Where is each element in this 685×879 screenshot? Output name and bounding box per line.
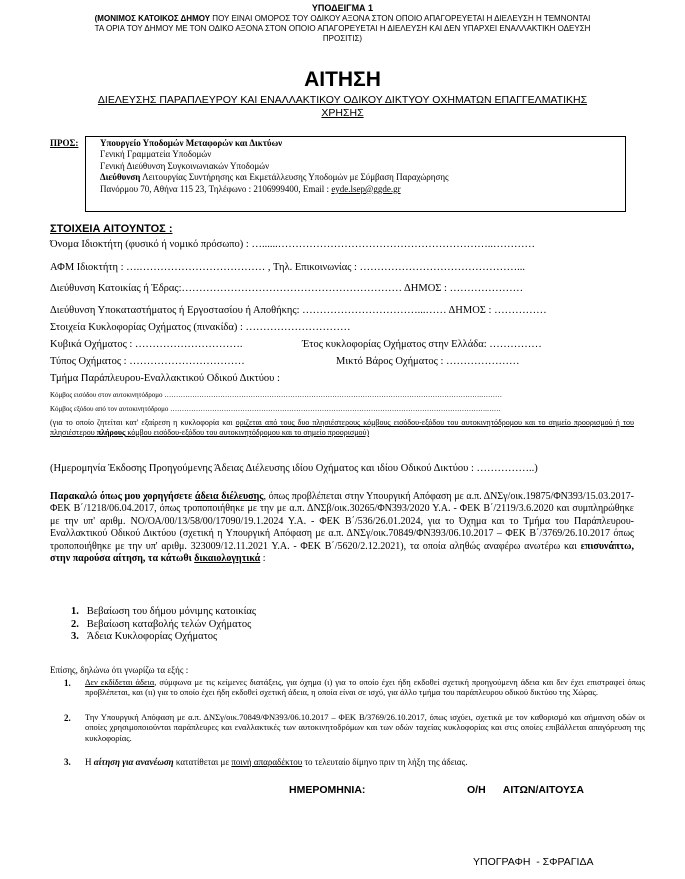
request-text: , όπως προβλέπεται στην Υπουργική Απόφαση με α.π. ΔΝΣγ/οικ.19875/ΦΝ393/15.03.2017-ΦΕΚ Β΄/1218/06.04.2017, όπως τροποποιήθηκε με την με α.π. ΔΝΣβ/οικ.30265/ΦΝ393/2020 Υ.Α. - ΦΕΚ Β΄/2119/3.6.2020 και συμπληρώθηκε με την υπ' αριθμ. ΝΟ/ΟΑ/00/13/58/00/17090/19.1.2024 Υ.Α. - ΦΕΚ Β΄/536/26.01.2024, για το Όχημα και το Τμήμα του Παράπλευρου-Εναλλακτικού Οδικού Δικτύου (σχετική η Υπουργική Απόφαση με α.π. ΔΝΣγ/οικ.70849/ΦΝ393/06.10.2017 – ΦΕΚ Β΄/3769/26.10.2017 όπως τροποποιήθηκε με την υπ' αριθμ. 323009/12.11.2021 Υ.Α. - ΦΕΚ Β΄/5620/2.12.2021), τα οποία αληθώς αναφέρω ανωτέρω και (50, 491, 634, 552)
sample-label: ΥΠΟΔΕΙΓΜΑ 1 (311, 3, 374, 13)
owner-name-field[interactable]: Όνομα Ιδιοκτήτη (φυσικό ή νομικό πρόσωπο) : …......……………………………………………………..………… (50, 239, 535, 250)
road-section-label: Τμήμα Παράπλευρου-Εναλλακτικού Οδικού Δικτύου : (50, 373, 280, 384)
declaration-2-number: 2. (64, 713, 71, 723)
recipient-directorate (100, 172, 625, 183)
recipient-contact (100, 184, 625, 195)
declaration-3-renewal: αίτηση για ανανέωση (93, 757, 174, 767)
doc-number: 1. (71, 606, 79, 617)
recipient-directorate-general: Γενική Διεύθυνση Συγκοινωνιακών Υποδομών (100, 160, 270, 171)
request-bold-start: Παρακαλώ όπως μου χορηγήσετε (50, 491, 195, 502)
branch-address-field[interactable]: Διεύθυνση Υποκαταστήματος ή Εργοστασίου ή Αποθήκης: ……………………………...…… ΔΗΜΟΣ : …………… (50, 305, 547, 316)
recipient-address: Πανόρμου 70, Αθήνα 115 23, Τηλέφωνο : 2106999400, Email : (100, 183, 332, 194)
header-note-bold: (ΜΟΝΙΜΟΣ ΚΑΤΟΙΚΟΣ ΔΗΜΟΥ (94, 14, 211, 23)
request-tail: : (260, 553, 266, 565)
declaration-1-number: 1. (64, 678, 71, 688)
doc-text: Βεβαίωση του δήμου μόνιμης κατοικίας (86, 606, 257, 617)
declaration-3-penalty: ποινή απαραδέκτου (231, 757, 303, 767)
recipient-box (85, 136, 626, 212)
declaration-3-b: κατατίθεται με (173, 757, 232, 767)
cc-field[interactable]: Κυβικά Οχήματος : …………………………. (50, 339, 243, 350)
node-note-a: (για το οποίο ζητείται κατ' εξαίρεση η κυκλοφορία και (50, 418, 236, 427)
declarations-intro: Επίσης, δηλώνω ότι γνωρίζω τα εξής : (50, 665, 189, 675)
afm-phone-field[interactable]: ΑΦΜ Ιδιοκτήτη : ….……………………………… , Τηλ. Επικοινωνίας : ………………………………………... (50, 262, 525, 273)
title-subtitle-line2: ΧΡΗΣΗΣ (321, 107, 364, 119)
declaration-2: Την Υπουργική Απόφαση με α.π. ΔΝΣγ/οικ.70849/ΦΝ393/06.10.2017 – ΦΕΚ Β/3769/26.10.2017, όπως ισχύει, σχετικά με τον καθορισμό και σήμανση οδών οι οποίες χρησιμοποιούνται παράπλευρες και εναλλακτικές των αυτοκινητοδρόμων και των οδών ταχείας κυκλοφορίας και στις οποίες επιβάλλεται απαγόρευση της κυκλοφορίας. (85, 712, 645, 743)
page-title: ΑΙΤΗΣΗ (304, 68, 381, 91)
header-note-line1 (0, 14, 685, 24)
header-note-line2: ΤΑ ΟΡΙΑ ΤΟΥ ΔΗΜΟΥ ΜΕ ΤΟΝ ΟΔΙΚΟ ΑΞΟΝΑ ΣΤΟΝ ΟΠΟΙΟ ΑΠΑΓΟΡΕΥΕΤΑΙ Η ΔΙΕΛΕΥΣΗ ΚΑΙ ΔΕΝ ΥΠΑΡΧΕΙ ΕΝΑΛΛΑΚΤΙΚΗ ΟΔΕΥΣΗ (94, 24, 591, 33)
gross-weight-field[interactable]: Μικτό Βάρος Οχήματος : ………………… (336, 356, 520, 367)
doc-number: 2. (71, 618, 79, 630)
header-note-text1: ΠΟΥ ΕΙΝΑΙ ΟΜΟΡΟΣ ΤΟΥ ΟΔΙΚΟΥ ΑΞΟΝΑ ΣΤΟΝ ΟΠΟΙΟ ΑΠΑΓΟΡΕΥΕΤΑΙ Η ΔΙΕΛΕΥΣΗ Η ΤΕΜΝΟΝΤΑΙ (210, 14, 591, 23)
recipient-label: ΠΡΟΣ: (50, 138, 79, 148)
list-item (71, 606, 256, 619)
node-note-d: κόμβου εισόδου-εξόδου του αυτοκινητόδρομου και το σημείο προορισμού) (125, 428, 370, 437)
request-bold-documents: δικαιολογητικά (194, 553, 261, 565)
documents-list (71, 606, 256, 644)
vehicle-type-field[interactable]: Τύπος Οχήματος : …………………………… (50, 356, 245, 367)
request-paragraph (50, 491, 634, 565)
list-item (71, 619, 256, 632)
list-item (71, 631, 256, 644)
declaration-3-a: Η (85, 757, 94, 767)
entry-node-field[interactable]: Κόμβος εισόδου στον αυτοκινητόδρομο ……………………………………………………………………………………………………………………….……… (50, 391, 503, 399)
declaration-1 (85, 677, 645, 698)
residence-field[interactable]: Διεύθυνση Κατοικίας ή Έδρας:……………………………………………………… ΔΗΜΟΣ : ………………… (50, 283, 524, 294)
previous-permit-field[interactable]: (Ημερομηνία Έκδοσης Προηγούμενης Άδειας Διέλευσης ιδίου Οχήματος και ιδίου Οδικού Δικτύου : ……………..) (50, 463, 538, 474)
request-bold-attach: επισυνάπτω, στην παρούσα αίτηση, τα κάτωθι (50, 540, 634, 565)
declaration-3-number: 3. (64, 757, 71, 767)
applicant-heading: ΣΤΟΙΧΕΙΑ ΑΙΤΟΥΝΤΟΣ : (50, 223, 173, 235)
doc-text: Άδεια Κυκλοφορίας Οχήματος (86, 631, 218, 642)
doc-number: 3. (71, 631, 79, 642)
node-note (50, 418, 634, 438)
request-bold-permit: άδεια διέλευσης (194, 491, 264, 502)
doc-text: Βεβαίωση καταβολής τελών Οχήματος (86, 618, 252, 630)
signature-stamp-label: ΥΠΟΓΡΑΦΗ - ΣΦΡΑΓΙΔΑ (473, 856, 594, 868)
recipient-directorate-rest: Λειτουργίας Συντήρησης και Εκμετάλλευσης Υποδομών με Σύμβαση Παραχώρησης (140, 172, 449, 183)
declaration-1-text: , σύμφωνα με τις κείμενες διατάξεις, για όχημα (ι) για το οποίο έχει ήδη εκδοθεί σχετική προηγούμενη άδεια και δεν έχει επιστραφεί όπως προβλέπεται, και (ιι) για το οποίο έχει ήδη εκδοθεί σχετική άδεια, η οποία είναι σε ισχύ, για άλλο τμήμα του παράπλευρου οδικού δικτύου της Χώρας. (85, 677, 646, 698)
node-note-b: οριζεται από τους δυο πλησιέστερους κόμβους εισόδου-εξόδου του αυτοκινητόδρομου και το σημείο προορισμού ή του πλησιέστερου (50, 418, 634, 437)
recipient-directorate-bold: Διεύθυνση (100, 172, 141, 183)
declaration-3-c: το τελευταίο δίμηνο πριν τη λήξη της άδειας. (302, 757, 468, 767)
declaration-3 (85, 757, 467, 768)
recipient-ministry: Υπουργείο Υποδομών Μεταφορών και Δικτύων (100, 138, 283, 148)
title-subtitle-line1: ΔΙΕΛΕΥΣΗΣ ΠΑΡΑΠΛΕΥΡΟΥ ΚΑΙ ΕΝΑΛΛΑΚΤΙΚΟΥ ΟΔΙΚΟΥ ΔΙΚΤΥΟΥ ΟΧΗΜΑΤΩΝ ΕΠΑΓΓΕΛΜΑΤΙΚΗΣ (97, 94, 588, 106)
exit-node-field[interactable]: Κόμβος εξόδου από τον αυτοκινητόδρομο ……………………………………………………………………………………………………………………….…… (50, 405, 501, 413)
date-label: ΗΜΕΡΟΜΗΝΙΑ: (289, 784, 366, 796)
header-note-line3: ΠΡΟΣΙΤΙΣ) (322, 34, 363, 43)
applicant-label: Ο/Η ΑΙΤΩΝ/ΑΙΤΟΥΣΑ (467, 784, 584, 796)
declaration-1-underlined: Δεν εκδίδεται άδεια (85, 677, 155, 687)
plate-field[interactable]: Στοιχεία Κυκλοφορίας Οχήματος (πινακίδα) : ………………………… (50, 322, 351, 333)
recipient-email-link[interactable]: eyde.lsep@ggde.gr (331, 183, 401, 194)
node-note-c: πλήρους (96, 428, 126, 437)
recipient-secretariat: Γενική Γραμματεία Υποδομών (100, 149, 212, 160)
registration-year-field[interactable]: Έτος κυκλοφορίας Οχήματος στην Ελλάδα: …………… (302, 339, 542, 350)
